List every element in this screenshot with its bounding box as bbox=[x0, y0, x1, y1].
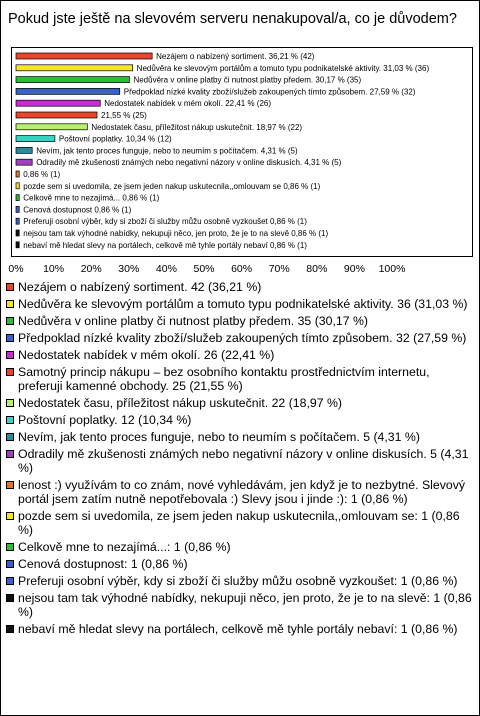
legend-label: Odradily mě zkušenosti známých nebo negativní názory v online diskusích. bbox=[18, 447, 427, 461]
legend-item bbox=[6, 591, 476, 619]
bar-10 bbox=[16, 159, 32, 165]
bar-label-1: Nezájem o nabízený sortiment. 36,21 % (42) bbox=[156, 52, 315, 61]
bar-8 bbox=[16, 136, 55, 142]
bar-label-12: pozde sem si uvedomila, ze jsem jeden nakup uskutecnila,,omlouvam se 0,86 % (1) bbox=[23, 181, 321, 191]
x-tick-label: 30% bbox=[118, 263, 140, 275]
legend-item bbox=[6, 557, 476, 571]
legend bbox=[6, 280, 476, 639]
legend-item bbox=[6, 478, 476, 506]
legend-label: Nevím, jak tento proces funguje, nebo to neumím s počítačem. bbox=[18, 430, 360, 444]
bar-5 bbox=[16, 100, 100, 106]
legend-label: Nedůvěra v online platby či nutnost platby předem. bbox=[18, 314, 295, 328]
legend-item bbox=[6, 348, 476, 362]
legend-swatch bbox=[6, 450, 14, 458]
legend-value: 1 (0,86 %) bbox=[400, 622, 458, 636]
bar-label-9: Nevím, jak tento proces funguje, nebo to neumím s počítačem. 4,31 % (5) bbox=[36, 146, 298, 156]
legend-value: 26 (22,41 %) bbox=[203, 348, 275, 362]
x-tick-label: 80% bbox=[306, 263, 328, 275]
bar-label-6: 21,55 % (25) bbox=[101, 111, 147, 120]
legend-swatch bbox=[6, 416, 14, 424]
legend-item bbox=[6, 365, 476, 393]
legend-item bbox=[6, 540, 476, 554]
bar-label-13: Celkově mne to nezajímá... 0,86 % (1) bbox=[23, 193, 160, 203]
legend-swatch bbox=[6, 560, 14, 568]
legend-swatch bbox=[6, 334, 14, 342]
legend-swatch bbox=[6, 594, 14, 602]
legend-swatch bbox=[6, 368, 14, 376]
x-tick-label: 90% bbox=[343, 263, 365, 275]
bar-11 bbox=[16, 171, 19, 177]
legend-label: nejsou tam tak výhodné nabídky, nekupuji něco, jen proto, že je to na slevě: bbox=[18, 591, 430, 605]
bar-13 bbox=[16, 195, 19, 201]
bar-3 bbox=[16, 77, 129, 83]
legend-label: Preferuji osobní výběr, kdy si zboží či služby můžu osobně vyzkoušet: bbox=[18, 574, 398, 588]
legend-value: 5 (4,31 %) bbox=[363, 430, 420, 444]
bar-4 bbox=[16, 88, 120, 94]
bar-label-7: Nedostatek času, příležitost nákup uskutečnit. 18,97 % (22) bbox=[91, 122, 303, 132]
legend-swatch bbox=[6, 433, 14, 441]
legend-label: Nezájem o nabízený sortiment. bbox=[18, 280, 188, 294]
legend-swatch bbox=[6, 481, 14, 489]
x-tick-label: 70% bbox=[268, 263, 290, 275]
legend-swatch bbox=[6, 283, 14, 291]
legend-item bbox=[6, 331, 476, 345]
legend-label: Samotný princip nákupu – bez osobního kontaktu prostřednictvím internetu, preferuji kamenné obchody. bbox=[18, 365, 430, 393]
bar-label-16: nejsou tam tak výhodné nabídky, nekupuji něco, jen proto, že je to na slevě 0,86 % (1) bbox=[23, 229, 329, 238]
x-tick-label: 40% bbox=[155, 263, 177, 275]
legend-label: Předpoklad nízké kvality zboží/služeb zakoupených tímto způsobem. bbox=[18, 331, 393, 345]
bar-15 bbox=[16, 218, 19, 224]
bar-1 bbox=[16, 53, 152, 59]
bar-label-14: Cenová dostupnost 0,86 % (1) bbox=[23, 205, 132, 215]
bar-9 bbox=[16, 147, 32, 153]
legend-item bbox=[6, 574, 476, 588]
legend-item bbox=[6, 314, 476, 328]
legend-swatch bbox=[6, 300, 14, 308]
legend-value: 22 (18,97 %) bbox=[271, 396, 343, 410]
legend-value: 25 (21,55 %) bbox=[172, 379, 243, 393]
legend-label: Nedostatek času, příležitost nákup uskutečnit. bbox=[18, 396, 269, 410]
bar-label-10: Odradily mě zkušenosti známých nebo negativní názory v online diskusích. 4,31 % (5) bbox=[36, 158, 342, 168]
bar-6 bbox=[16, 112, 97, 118]
legend-value: 1 (0,86 %) bbox=[18, 509, 460, 537]
chart-title: Pokud jste ještě na slevovém serveru nenakupoval/a, co je důvodem? bbox=[8, 11, 457, 27]
bar-label-3: Nedůvěra v online platby či nutnost platby předem. 30,17 % (35) bbox=[133, 75, 362, 85]
x-tick-label: 10% bbox=[43, 263, 65, 275]
legend-swatch bbox=[6, 543, 14, 551]
legend-item bbox=[6, 430, 476, 444]
bar-label-2: Nedůvěra ke slevovým portálům a tomuto typu podnikatelské aktivity. 31,03 % (36) bbox=[136, 63, 430, 73]
legend-value: 1 (0,86 %) bbox=[18, 591, 472, 619]
legend-value: 36 (31,03 %) bbox=[397, 297, 468, 311]
bar-14 bbox=[16, 206, 19, 212]
legend-label: lenost :) využívám to co znám, nové vyhledávám, jen když je to nezbytné. Slevový portál jsem zatím nutně nepotřebovala :) Slevy jsou i jinde :): bbox=[18, 478, 465, 506]
bar-2 bbox=[16, 65, 133, 71]
x-tick-label: 50% bbox=[193, 263, 215, 275]
legend-label: Poštovní poplatky. bbox=[18, 413, 118, 427]
legend-item bbox=[6, 413, 476, 427]
bar-label-15: Preferuji osobní výběr, kdy si zboží či služby můžu osobně vyzkoušet 0,86 % (1) bbox=[23, 217, 307, 227]
chart-canvas bbox=[0, 0, 480, 280]
bar-16 bbox=[16, 230, 19, 236]
x-tick-label: 100% bbox=[378, 263, 406, 275]
bar-label-4: Předpoklad nízké kvality zboží/služeb zakoupených tímto způsobem. 27,59 % (32) bbox=[123, 87, 416, 97]
legend-value: 35 (30,17 %) bbox=[297, 314, 369, 328]
legend-item bbox=[6, 396, 476, 410]
bar-label-17: nebaví mě hledat slevy na portálech, celkově mě tyhle portály nebaví 0,86 % (1) bbox=[23, 240, 307, 250]
legend-label: Nedostatek nabídek v mém okolí. bbox=[18, 348, 201, 362]
legend-value: 42 (36,21 %) bbox=[190, 280, 262, 294]
legend-item bbox=[6, 297, 476, 311]
legend-value: 32 (27,59 %) bbox=[396, 331, 467, 345]
legend-item bbox=[6, 280, 476, 294]
legend-label: Celkově mne to nezajímá...: bbox=[18, 540, 171, 554]
legend-item bbox=[6, 509, 476, 537]
x-tick-label: 0% bbox=[8, 263, 24, 275]
bar-label-8: Poštovní poplatky. 10,34 % (12) bbox=[58, 134, 172, 144]
legend-swatch bbox=[6, 577, 14, 585]
legend-value: 5 (4,31 %) bbox=[18, 447, 469, 475]
legend-value: 1 (0,86 %) bbox=[400, 574, 458, 588]
legend-label: nebaví mě hledat slevy na portálech, celkově mě tyhle portály nebaví: bbox=[18, 622, 398, 636]
legend-swatch bbox=[6, 399, 14, 407]
legend-swatch bbox=[6, 351, 14, 359]
legend-label: Nedůvěra ke slevovým portálům a tomuto typu podnikatelské aktivity. bbox=[18, 297, 394, 311]
bar-17 bbox=[16, 242, 19, 248]
bar-label-5: Nedostatek nabídek v mém okolí. 22,41 % (26) bbox=[104, 99, 272, 109]
bar-7 bbox=[16, 124, 87, 130]
legend-label: pozde sem si uvedomila, ze jsem jeden nakup uskutecnila,,omlouvam se: bbox=[18, 509, 418, 523]
x-tick-label: 20% bbox=[80, 263, 102, 275]
bar-label-11: 0,86 % (1) bbox=[23, 170, 61, 179]
legend-value: 1 (0,86 %) bbox=[130, 557, 188, 571]
x-tick-label: 60% bbox=[231, 263, 253, 275]
legend-label: Cenová dostupnost: bbox=[18, 557, 128, 571]
legend-item bbox=[6, 622, 476, 636]
legend-swatch bbox=[6, 512, 14, 520]
legend-item bbox=[6, 447, 476, 475]
legend-value: 1 (0,86 %) bbox=[173, 540, 231, 554]
legend-swatch bbox=[6, 317, 14, 325]
legend-value: 1 (0,86 %) bbox=[350, 492, 408, 506]
bar-12 bbox=[16, 183, 19, 189]
legend-swatch bbox=[6, 625, 14, 633]
legend-value: 12 (10,34 %) bbox=[121, 413, 192, 427]
